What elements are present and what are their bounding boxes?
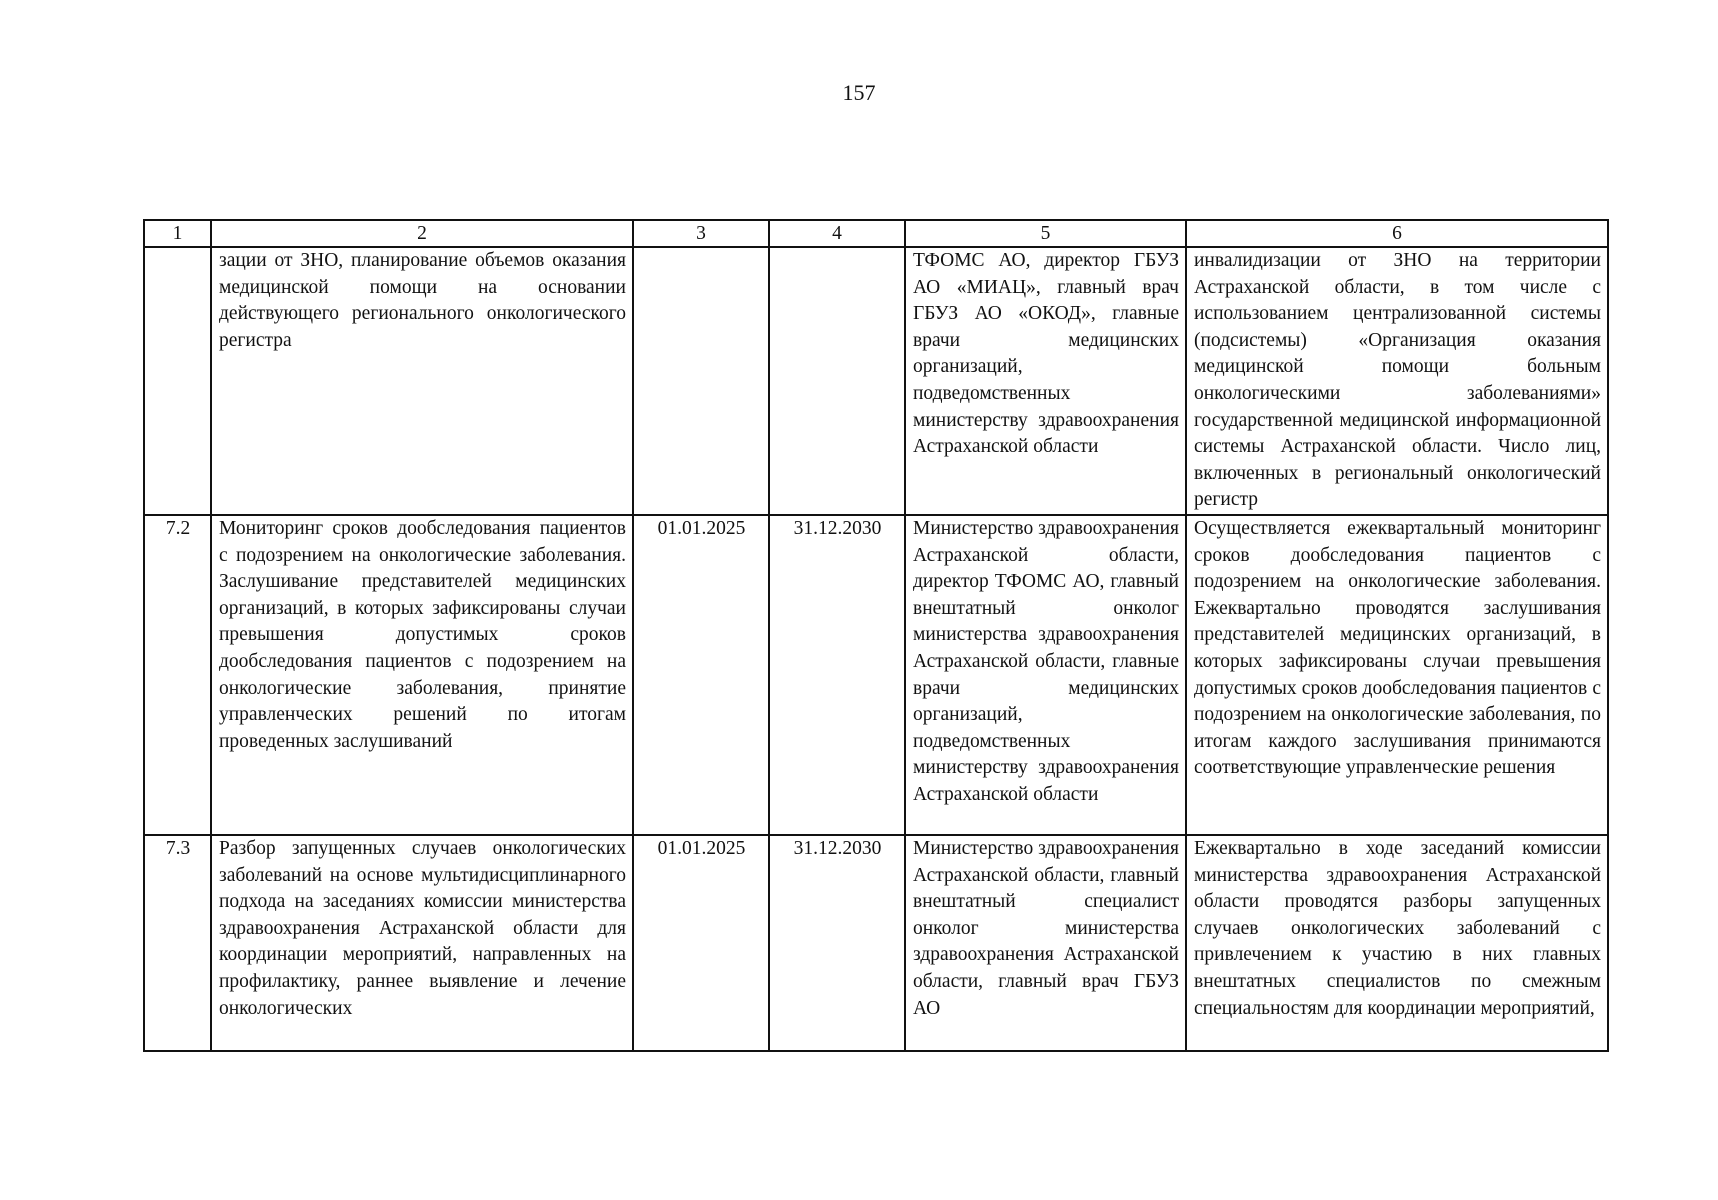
responsible-cell: ТФОМС АО, директор ГБУЗ АО «МИАЦ», главный врач ГБУЗ АО «ОКОД», главные врачи медицинских организаций, подведомственных министерству здравоохранения Астраханской области (905, 247, 1186, 515)
column-header: 4 (769, 220, 905, 247)
activity-cell: зации от ЗНО, планирование объемов оказания медицинской помощи на основании действующего регионального онкологического регистра (211, 247, 633, 515)
table-row (144, 247, 1608, 515)
end-date-cell: 31.12.2030 (769, 515, 905, 835)
activity-cell: Разбор запущенных случаев онкологических заболеваний на основе мультидисциплинарного подхода на заседаниях комиссии министерства здравоохранения Астраханской области для координации мероприятий, направленных на профилактику, раннее выявление и лечение онкологических (211, 835, 633, 1051)
page-number: 157 (842, 80, 876, 105)
start-date-cell (633, 247, 769, 515)
table-row (144, 515, 1608, 835)
row-number-cell (144, 247, 211, 515)
table-header-row (144, 220, 1608, 247)
row-number-cell: 7.2 (144, 515, 211, 835)
column-header: 1 (144, 220, 211, 247)
column-header: 3 (633, 220, 769, 247)
column-header: 6 (1186, 220, 1608, 247)
column-header: 2 (211, 220, 633, 247)
row-number-cell: 7.3 (144, 835, 211, 1051)
result-cell: Осуществляется ежеквартальный мониторинг сроков дообследования пациентов с подозрением на онкологические заболевания. Ежеквартально проводятся заслушивания представителей медицинских организаций, в которых зафиксированы случаи превышения допустимых сроков дообследования пациентов с подозрением на онкологические заболевания, по итогам каждого заслушивания принимаются соответствующие управленческие решения (1186, 515, 1608, 835)
end-date-cell: 31.12.2030 (769, 835, 905, 1051)
end-date-cell (769, 247, 905, 515)
responsible-cell: Министерство здравоохранения Астраханской области, директор ТФОМС АО, главный внештатный онколог министерства здравоохранения Астраханской области, главные врачи медицинских организаций, подведомственных министерству здравоохранения Астраханской области (905, 515, 1186, 835)
activity-cell: Мониторинг сроков дообследования пациентов с подозрением на онкологические заболевания. Заслушивание представителей медицинских организаций, в которых зафиксированы случаи превышения допустимых сроков дообследования пациентов с подозрением на онкологические заболевания, принятие управленческих решений по итогам проведенных заслушиваний (211, 515, 633, 835)
table-row (144, 835, 1608, 1051)
measures-table (143, 219, 1609, 1052)
responsible-cell: Министерство здравоохранения Астраханской области, главный внештатный специалист онколог министерства здравоохранения Астраханской области, главный врач ГБУЗ АО (905, 835, 1186, 1051)
result-cell: Ежеквартально в ходе заседаний комиссии министерства здравоохранения Астраханской области проводятся разборы запущенных случаев онкологических заболеваний с привлечением к участию в них главных внештатных специалистов по смежным специальностям для координации мероприятий, (1186, 835, 1608, 1051)
result-cell: инвалидизации от ЗНО на территории Астраханской области, в том числе с использованием централизованной системы (подсистемы) «Организация оказания медицинской помощи больным онкологическими заболеваниями» государственной медицинской информационной системы Астраханской области. Число лиц, включенных в региональный онкологический регистр (1186, 247, 1608, 515)
start-date-cell: 01.01.2025 (633, 835, 769, 1051)
column-header: 5 (905, 220, 1186, 247)
start-date-cell: 01.01.2025 (633, 515, 769, 835)
